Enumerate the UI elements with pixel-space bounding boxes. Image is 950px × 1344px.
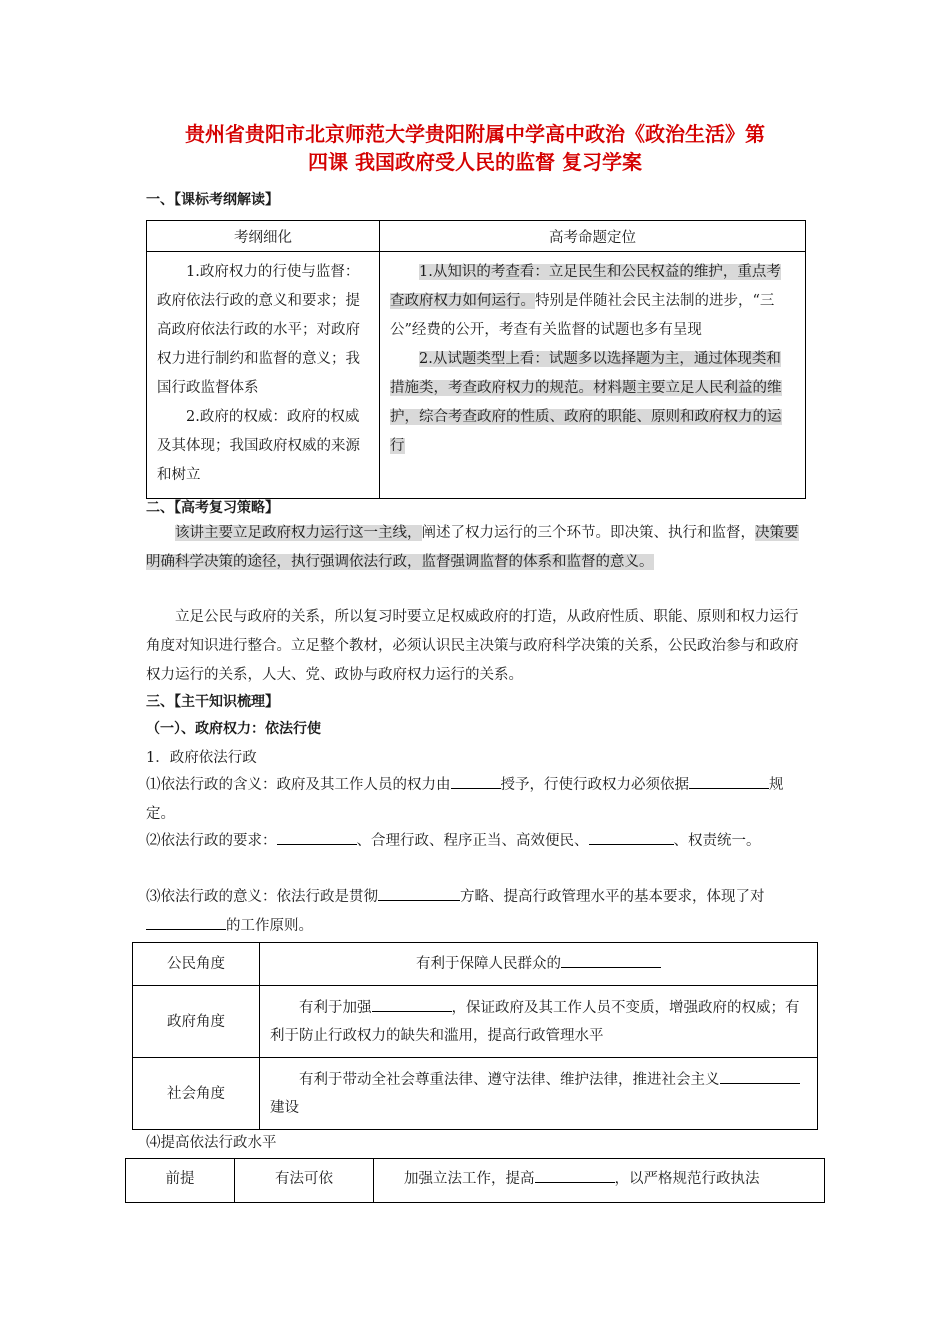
question-1 <box>146 771 808 829</box>
improvement-col-law: 有法可依 <box>235 1159 374 1203</box>
q1-text-b: 授予，行使行政权力必须依据 <box>500 777 689 793</box>
improvement-col-premise: 前提 <box>126 1159 235 1203</box>
syllabus-right-cell <box>380 252 806 499</box>
improvement-text-a: 加强立法工作，提高 <box>404 1171 535 1187</box>
q1-blank-2[interactable] <box>689 774 769 789</box>
title-line-1: 贵州省贵阳市北京师范大学贵阳附属中学高中政治《政治生活》第 <box>185 122 765 146</box>
syllabus-left-cell <box>147 252 380 499</box>
society-text-b: 建设 <box>270 1099 299 1116</box>
title-line-2: 四课 我国政府受人民的监督 复习学案 <box>308 150 642 174</box>
q2-text-c: 、权责统一。 <box>673 833 761 849</box>
item-1-heading: 1．政府依法行政 <box>146 750 257 766</box>
q3-blank-1[interactable] <box>378 886 460 901</box>
document-title <box>140 120 810 176</box>
government-text-b: ，保证政府及其工作人员不变质，增强政府的权威；有利于防止行政权力的缺失和滥用，提高行政管理水平 <box>270 999 800 1044</box>
significance-label-society: 社会角度 <box>133 1058 260 1130</box>
improvement-table <box>125 1158 825 1203</box>
section-3-heading: 三、【主干知识梳理】 <box>146 694 279 710</box>
society-blank[interactable] <box>720 1069 800 1084</box>
significance-table <box>132 942 818 1130</box>
significance-text-citizen <box>260 943 818 986</box>
q2-text-b: 、合理行政、程序正当、高效便民、 <box>356 833 589 849</box>
significance-text-government <box>260 986 818 1058</box>
q2-blank-2[interactable] <box>589 830 674 845</box>
question-3 <box>146 883 808 941</box>
section-2-heading: 二、【高考复习策略】 <box>146 500 279 516</box>
syllabus-left-p1: 1.政府权力的行使与监督：政府依法行政的意义和要求；提高政府依法行政的水平；对政府权力进行制约和监督的意义；我国行政监督体系 <box>157 264 360 396</box>
citizen-blank[interactable] <box>561 953 661 968</box>
strategy-p1-highlight-2: 决策要明确科学决策的途径，执行强调依法行政，监督强调监督的体系和监督的意义。 <box>146 525 799 570</box>
q1-text-a: ⑴依法行政的含义：政府及其工作人员的权力由 <box>146 777 451 793</box>
section-1-heading: 一、【课标考纲解读】 <box>146 192 279 208</box>
strategy-paragraph-2: 立足公民与政府的关系，所以复习时要立足权威政府的打造，从政府性质、职能、原则和权力运行角度对知识进行整合。立足整个教材，必须认识民主决策与政府科学决策的关系，公民政治参与和政府权力运行的关系，人大、党、政协与政府权力运行的关系。 <box>146 609 799 683</box>
q2-text-a: ⑵依法行政的要求： <box>146 833 277 849</box>
q1-blank-1[interactable] <box>451 774 501 789</box>
q3-text-b: 方略、提高行政管理水平的基本要求，体现了对 <box>460 889 765 905</box>
strategy-p1-highlight-1: 该讲主要立足政府权力运行这一主线， <box>175 525 422 541</box>
strategy-p1-mid: 阐述了权力运行的三个环节。即决策、执行和监督， <box>421 525 755 541</box>
society-text-a: 有利于带动全社会尊重法律、遵守法律、维护法律，推进社会主义 <box>299 1071 720 1088</box>
q3-text-c: 的工作原则。 <box>226 918 313 934</box>
improvement-text-b: ，以严格规范行政执法 <box>614 1171 760 1187</box>
significance-label-government: 政府角度 <box>133 986 260 1058</box>
syllabus-left-p2: 2.政府的权威：政府的权威及其体现；我国政府权威的来源和树立 <box>157 409 360 483</box>
significance-label-citizen: 公民角度 <box>133 943 260 986</box>
syllabus-header-left: 考纲细化 <box>147 221 380 252</box>
q1-text-c: 规定。 <box>146 777 784 822</box>
item-4-heading: ⑷提高依法行政水平 <box>146 1135 277 1151</box>
syllabus-right-p1-rest: 特别是伴随社会民主法制的进步，“三公”经费的公开，考查有关监督的试题也多有呈现 <box>390 293 775 338</box>
government-text-a: 有利于加强 <box>299 999 372 1016</box>
q3-blank-2[interactable] <box>146 915 226 930</box>
strategy-paragraph-1 <box>146 519 808 577</box>
government-blank[interactable] <box>372 997 452 1012</box>
significance-text-society <box>260 1058 818 1130</box>
syllabus-table <box>146 220 806 499</box>
syllabus-right-p1-highlight: 1.从知识的考查看：立足民生和公民权益的维护，重点考查政府权力如何运行。 <box>390 264 781 309</box>
subsection-1-heading: （一）、政府权力：依法行使 <box>146 721 321 737</box>
citizen-text: 有利于保障人民群众的 <box>416 956 561 972</box>
syllabus-header-right: 高考命题定位 <box>380 221 806 252</box>
q3-text-a: ⑶依法行政的意义：依法行政是贯彻 <box>146 889 378 905</box>
improvement-blank[interactable] <box>535 1168 615 1183</box>
improvement-col-detail <box>374 1159 825 1203</box>
question-2 <box>146 827 808 856</box>
q2-blank-1[interactable] <box>277 830 357 845</box>
syllabus-right-p2-highlight: 2.从试题类型上看：试题多以选择题为主，通过体现类和措施类，考查政府权力的规范。材料题主要立足人民利益的维护，综合考查政府的性质、政府的职能、原则和政府权力的运行 <box>390 351 782 454</box>
